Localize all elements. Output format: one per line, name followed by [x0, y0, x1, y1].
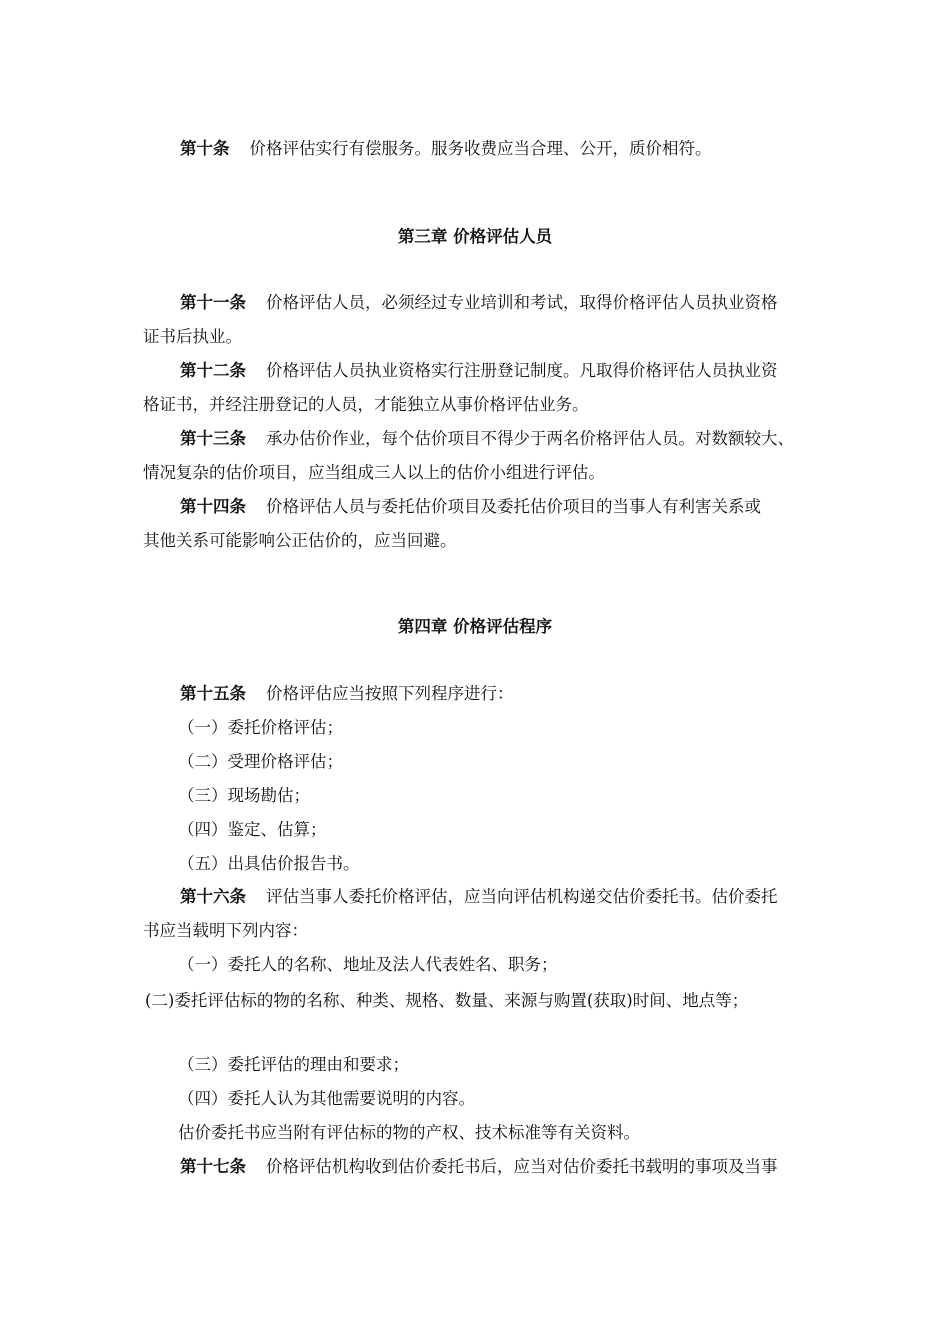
list-item: （二）受理价格评估；: [178, 752, 343, 771]
article-17: [0, 1155, 950, 1179]
article-11-continuation: 证书后执业。: [143, 327, 242, 346]
article-14-continuation: 其他关系可能影响公正估价的，应当回避。: [143, 531, 457, 550]
chapter-heading: 第三章 价格评估人员: [397, 227, 553, 246]
article-text: 价格评估机构收到估价委托书后，应当对估价委托书载明的事项及当事: [266, 1157, 778, 1176]
article-15: [0, 682, 950, 706]
list-item: （三）现场勘估；: [178, 786, 310, 805]
article-label: 第十七条: [180, 1157, 246, 1176]
article-16-continuation: 书应当载明下列内容：: [143, 921, 308, 940]
article-text: 评估当事人委托价格评估，应当向评估机构递交估价委托书。估价委托: [266, 887, 778, 906]
article-13: [0, 427, 950, 451]
article-text: 价格评估应当按照下列程序进行：: [266, 684, 514, 703]
list-item: （五）出具估价报告书。: [178, 854, 360, 873]
article-text: 价格评估人员执业资格实行注册登记制度。凡取得价格评估人员执业资: [266, 361, 778, 380]
article-13-continuation: 情况复杂的估价项目，应当组成三人以上的估价小组进行评估。: [143, 463, 605, 482]
article-16: [0, 885, 950, 909]
article-11: [0, 291, 950, 315]
article-12: [0, 359, 950, 383]
chapter-heading: 第四章 价格评估程序: [397, 617, 553, 636]
list-item: （一）委托价格评估；: [178, 718, 343, 737]
article-text: 价格评估实行有偿服务。服务收费应当合理、公开，质价相符。: [249, 139, 712, 158]
article-label: 第十条: [180, 139, 230, 158]
article-label: 第十三条: [180, 429, 246, 448]
list-item: （四）鉴定、估算；: [178, 820, 327, 839]
article-label: 第十一条: [180, 293, 246, 312]
article-text: 价格评估人员与委托估价项目及委托估价项目的当事人有利害关系或: [266, 497, 761, 516]
list-item: （三）委托评估的理由和要求；: [178, 1055, 409, 1074]
article-16-note: 估价委托书应当附有评估标的物的产权、技术标准等有关资料。: [178, 1123, 640, 1142]
list-item: （一）委托人的名称、地址及法人代表姓名、职务；: [178, 955, 558, 974]
list-item: （四）委托人认为其他需要说明的内容。: [178, 1089, 475, 1108]
article-label: 第十六条: [180, 887, 246, 906]
article-label: 第十二条: [180, 361, 246, 380]
article-10: [0, 137, 950, 161]
article-12-continuation: 格证书，并经注册登记的人员，才能独立从事价格评估业务。: [143, 395, 589, 414]
list-item: (二)委托评估标的物的名称、种类、规格、数量、来源与购置(获取)时间、地点等；: [145, 991, 749, 1010]
article-label: 第十四条: [180, 497, 246, 516]
article-14: [0, 495, 950, 519]
article-label: 第十五条: [180, 684, 246, 703]
article-text: 承办估价作业，每个估价项目不得少于两名价格评估人员。对数额较大、: [266, 429, 794, 448]
article-text: 价格评估人员，必须经过专业培训和考试，取得价格评估人员执业资格: [266, 293, 778, 312]
